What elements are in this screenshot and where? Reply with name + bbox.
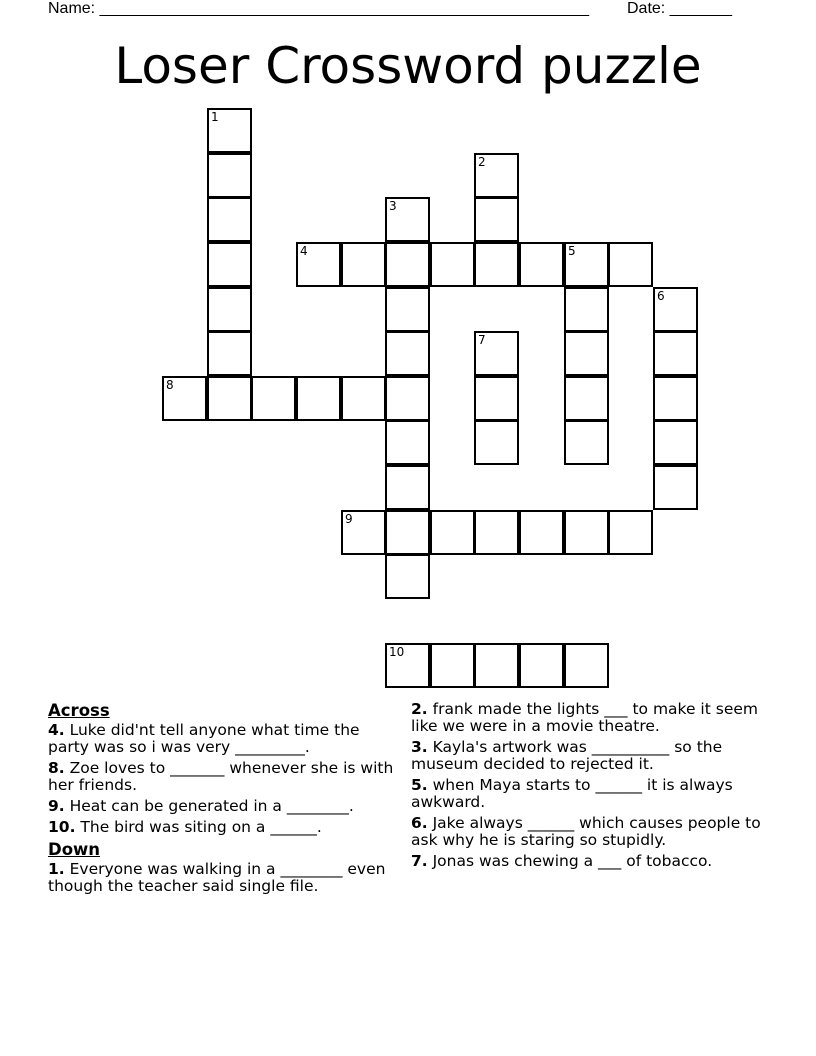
grid-cell[interactable] bbox=[608, 242, 653, 287]
clue-number: 10 bbox=[389, 645, 405, 659]
clue-item bbox=[411, 739, 763, 773]
grid-cell[interactable] bbox=[207, 242, 252, 287]
grid-cell[interactable] bbox=[296, 242, 341, 287]
grid-cell[interactable] bbox=[251, 376, 296, 421]
grid-cell[interactable] bbox=[385, 376, 430, 421]
clue-item bbox=[48, 722, 400, 756]
grid-cell[interactable] bbox=[564, 420, 609, 465]
clue-number: 9 bbox=[345, 512, 353, 526]
clue-number: 3. bbox=[411, 738, 428, 756]
grid-cell[interactable] bbox=[207, 331, 252, 376]
clue-item bbox=[411, 701, 763, 735]
across-heading: Across bbox=[48, 701, 110, 720]
clue-text: frank made the lights ___ to make it seem like we were in a movie theatre. bbox=[411, 700, 758, 735]
clue-item bbox=[48, 819, 400, 836]
clue-text: Jake always ______ which causes people to ask why he is staring so stupidly. bbox=[411, 814, 761, 849]
name-line: Name: _______________________________________________________ bbox=[48, 0, 589, 17]
date-line: Date: _______ bbox=[627, 0, 732, 17]
grid-cell[interactable] bbox=[385, 331, 430, 376]
grid-cell[interactable] bbox=[385, 197, 430, 242]
clue-number: 8. bbox=[48, 759, 65, 777]
clue-number: 8 bbox=[166, 378, 174, 392]
grid-cell[interactable] bbox=[207, 197, 252, 242]
clue-text: Zoe loves to _______ whenever she is with her friends. bbox=[48, 759, 394, 794]
clue-number: 3 bbox=[389, 199, 397, 213]
grid-cell[interactable] bbox=[474, 643, 519, 688]
grid-cell[interactable] bbox=[385, 420, 430, 465]
clue-number: 9. bbox=[48, 797, 65, 815]
grid-cell[interactable] bbox=[341, 242, 386, 287]
grid-cell[interactable] bbox=[519, 643, 564, 688]
grid-cell[interactable] bbox=[385, 510, 430, 555]
grid-cell[interactable] bbox=[207, 153, 252, 198]
grid-cell[interactable] bbox=[385, 242, 430, 287]
grid-cell[interactable] bbox=[207, 108, 252, 153]
grid-cell[interactable] bbox=[385, 643, 430, 688]
clue-number: 1. bbox=[48, 860, 65, 878]
grid-cell[interactable] bbox=[207, 287, 252, 332]
page-title: Loser Crossword puzzle bbox=[114, 37, 702, 95]
grid-cell[interactable] bbox=[385, 554, 430, 599]
clue-number: 7 bbox=[478, 333, 486, 347]
clue-item bbox=[48, 861, 400, 895]
grid-cell[interactable] bbox=[653, 420, 698, 465]
clue-number: 6. bbox=[411, 814, 428, 832]
clue-item bbox=[48, 798, 400, 815]
grid-cell[interactable] bbox=[341, 510, 386, 555]
clue-number: 5 bbox=[568, 244, 576, 258]
grid-cell[interactable] bbox=[519, 242, 564, 287]
grid-cell[interactable] bbox=[474, 510, 519, 555]
clue-text: Luke did'nt tell anyone what time the party was so i was very _________. bbox=[48, 721, 360, 756]
clue-item bbox=[411, 853, 763, 870]
clue-text: The bird was siting on a ______. bbox=[75, 818, 322, 836]
clue-text: Jonas was chewing a ___ of tobacco. bbox=[427, 852, 713, 870]
grid-cell[interactable] bbox=[162, 376, 207, 421]
grid-cell[interactable] bbox=[474, 153, 519, 198]
grid-cell[interactable] bbox=[474, 331, 519, 376]
clue-number: 5. bbox=[411, 776, 428, 794]
down-heading: Down bbox=[48, 840, 101, 859]
grid-cell[interactable] bbox=[474, 376, 519, 421]
grid-cell[interactable] bbox=[385, 465, 430, 510]
clue-number: 10. bbox=[48, 818, 76, 836]
down-clue-list bbox=[48, 861, 400, 895]
clues-right-column bbox=[411, 701, 763, 874]
grid-cell[interactable] bbox=[341, 376, 386, 421]
across-clue-list bbox=[48, 722, 400, 836]
grid-cell[interactable] bbox=[564, 510, 609, 555]
clue-item bbox=[411, 777, 763, 811]
grid-cell[interactable] bbox=[564, 242, 609, 287]
clue-text: when Maya starts to ______ it is always awkward. bbox=[411, 776, 733, 811]
grid-cell[interactable] bbox=[474, 197, 519, 242]
clue-text: Everyone was walking in a ________ even though the teacher said single file. bbox=[48, 860, 386, 895]
clue-number: 4. bbox=[48, 721, 65, 739]
clue-number: 7. bbox=[411, 852, 428, 870]
grid-cell[interactable] bbox=[430, 242, 475, 287]
grid-cell[interactable] bbox=[474, 242, 519, 287]
grid-cell[interactable] bbox=[653, 376, 698, 421]
clue-number: 6 bbox=[657, 289, 665, 303]
clue-text: Kayla's artwork was __________ so the museum decided to rejected it. bbox=[411, 738, 723, 773]
grid-cell[interactable] bbox=[430, 510, 475, 555]
grid-cell[interactable] bbox=[608, 510, 653, 555]
clue-number: 2. bbox=[411, 700, 428, 718]
clue-number: 4 bbox=[300, 244, 308, 258]
clue-number: 1 bbox=[211, 110, 219, 124]
clues-left-column bbox=[48, 701, 400, 899]
clue-item bbox=[48, 760, 400, 794]
grid-cell[interactable] bbox=[296, 376, 341, 421]
grid-cell[interactable] bbox=[474, 420, 519, 465]
grid-cell[interactable] bbox=[564, 376, 609, 421]
grid-cell[interactable] bbox=[519, 510, 564, 555]
clue-number: 2 bbox=[478, 155, 486, 169]
clue-text: Heat can be generated in a ________. bbox=[64, 797, 354, 815]
grid-cell[interactable] bbox=[385, 287, 430, 332]
grid-cell[interactable] bbox=[564, 287, 609, 332]
grid-cell[interactable] bbox=[207, 376, 252, 421]
grid-cell[interactable] bbox=[564, 643, 609, 688]
grid-cell[interactable] bbox=[653, 331, 698, 376]
grid-cell[interactable] bbox=[653, 465, 698, 510]
down-clue-list-continued bbox=[411, 701, 763, 870]
grid-cell[interactable] bbox=[564, 331, 609, 376]
grid-cell[interactable] bbox=[653, 287, 698, 332]
clue-item bbox=[411, 815, 763, 849]
grid-cell[interactable] bbox=[430, 643, 475, 688]
